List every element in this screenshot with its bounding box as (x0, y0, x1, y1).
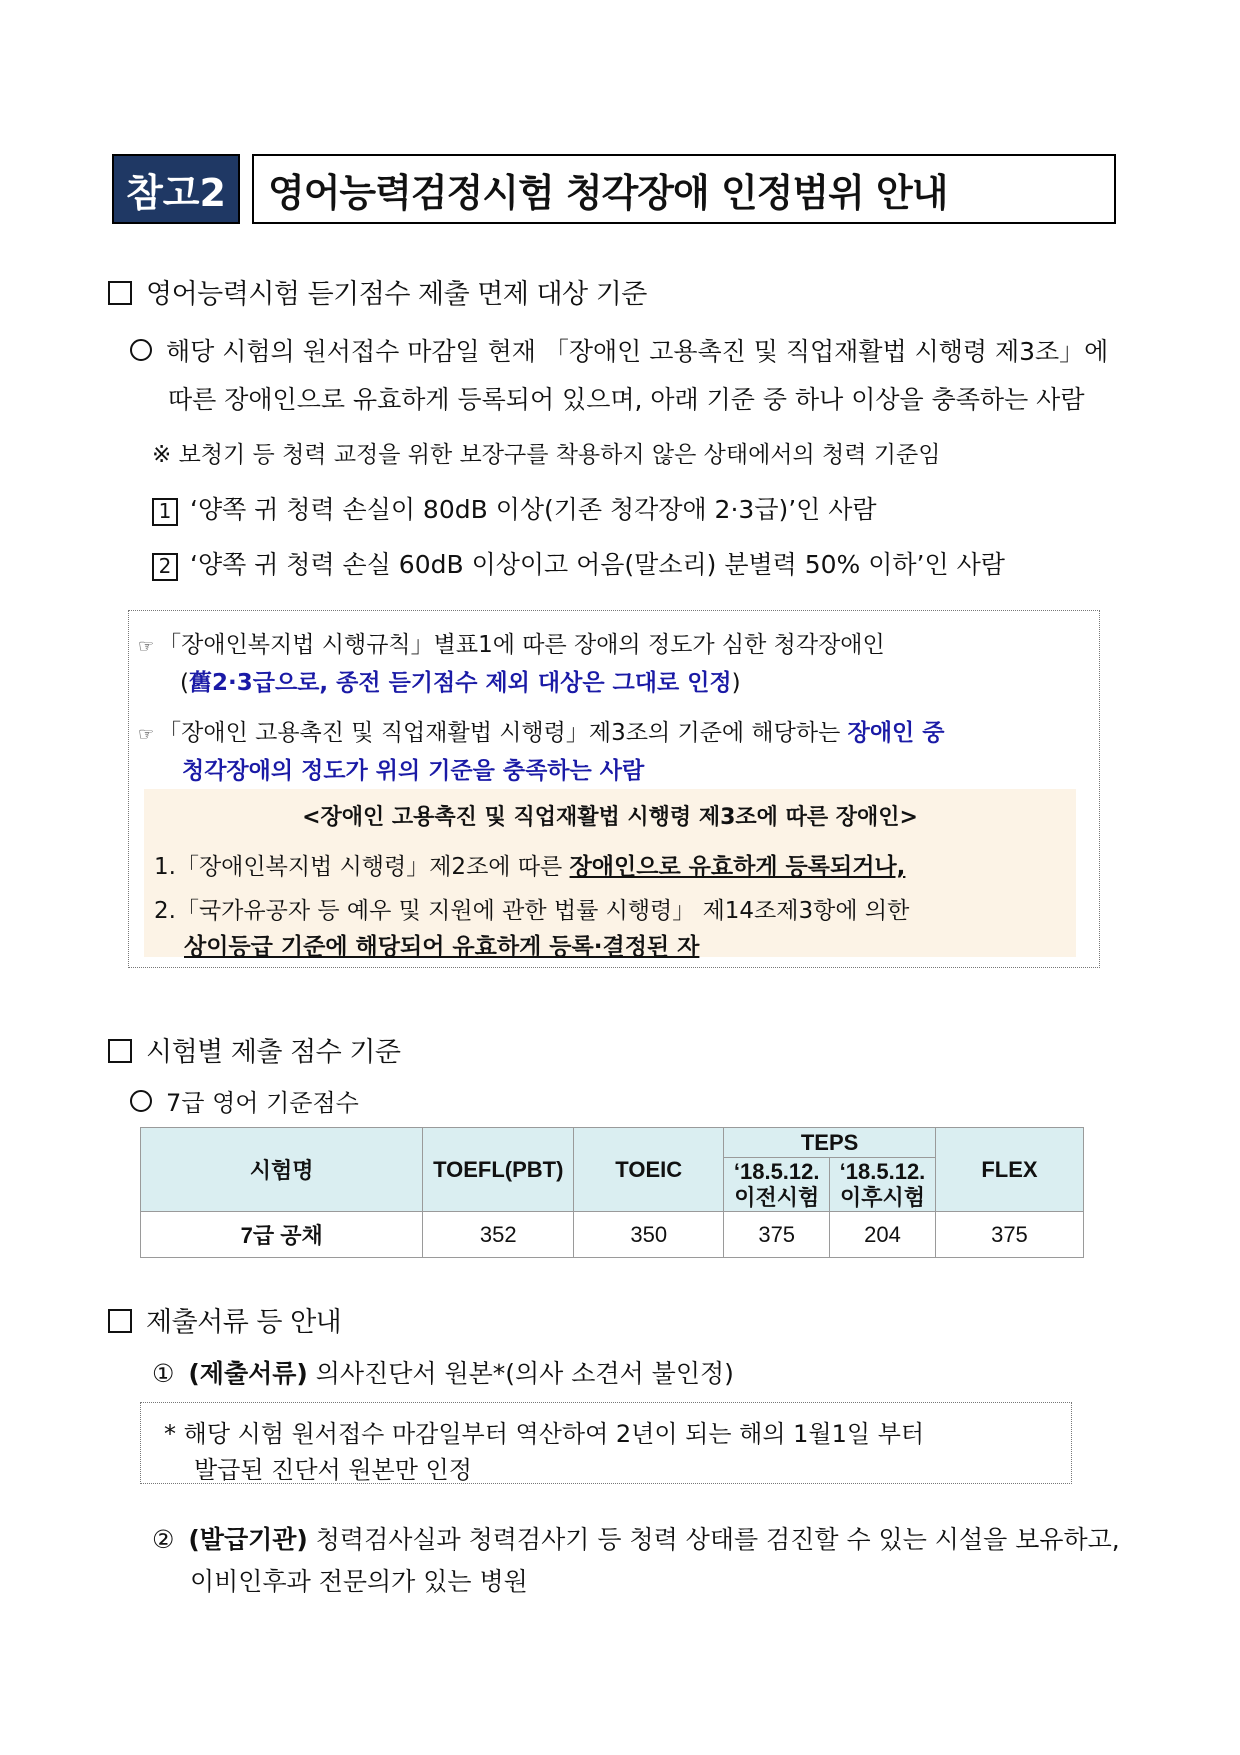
info-item-1-line-2: (舊2·3급으로, 종전 듣기점수 제외 대상은 그대로 인정) (180, 670, 741, 696)
square-bullet-icon (108, 1039, 132, 1063)
criterion-1: 1 ‘양쪽 귀 청력 손실이 80dB 이상(기존 청각장애 2·3급)’인 사람 (152, 490, 877, 526)
documents-note-line-2: 발급된 진단서 원본만 인정 (194, 1456, 472, 1484)
circle-bullet-icon (130, 339, 152, 361)
section-heading-scores: 시험별 제출 점수 기준 (108, 1030, 401, 1069)
col-toeic: TOEIC (574, 1128, 724, 1212)
score-table (140, 1127, 1084, 1258)
note-hearing-aid: ※ 보청기 등 청력 교정을 위한 보장구를 착용하지 않은 상태에서의 청력 기준임 (152, 442, 941, 468)
reference-badge: 참고2 (112, 154, 240, 224)
square-bullet-icon (108, 281, 132, 305)
number-box-icon: 2 (152, 553, 178, 581)
documents-item-1: ① (제출서류) 의사진단서 원본*(의사 소견서 불인정) (152, 1359, 734, 1388)
law-excerpt-item-2-line-1: 2.「국가유공자 등 예우 및 지원에 관한 법률 시행령」 제14조제3항에 의한 (154, 898, 910, 924)
documents-item-2-line-2: 이비인후과 전문의가 있는 병원 (190, 1567, 528, 1596)
bullet-line-1: 해당 시험의 원서접수 마감일 현재 「장애인 고용촉진 및 직업재활법 시행령 제3조」에 (130, 332, 1108, 368)
bullet-line-2: 따른 장애인으로 유효하게 등록되어 있으며, 아래 기준 중 하나 이상을 충족하는 사람 (168, 385, 1085, 414)
pointing-hand-icon: ☞ (138, 636, 155, 657)
cell-teps-before: 375 (724, 1212, 830, 1258)
documents-note-line-1: * 해당 시험 원서접수 마감일부터 역산하여 2년이 되는 해의 1월1일 부터 (164, 1420, 925, 1448)
page-title: 영어능력검정시험 청각장애 인정범위 안내 (252, 154, 1116, 224)
info-item-2-line-1: ☞ 「장애인 고용촉진 및 직업재활법 시행령」제3조의 기준에 해당하는 장애인 중 (138, 720, 945, 746)
circle-bullet-icon (130, 1090, 152, 1112)
col-teps-after: ‘18.5.12. 이후시험 (830, 1158, 936, 1212)
col-exam-name: 시험명 (141, 1128, 423, 1212)
row-label: 7급 공채 (141, 1212, 423, 1258)
section-heading-documents: 제출서류 등 안내 (108, 1300, 341, 1339)
grade-7-subheading: 7급 영어 기준점수 (130, 1083, 359, 1118)
col-flex: FLEX (935, 1128, 1083, 1212)
col-teps: TEPS (724, 1128, 936, 1158)
number-box-icon: 1 (152, 498, 178, 526)
table-row (141, 1212, 1084, 1258)
documents-item-2: ② (발급기관) 청력검사실과 청력검사기 등 청력 상태를 검진할 수 있는 시설을 보유하고, (152, 1525, 1120, 1554)
info-item-2-line-2: 청각장애의 정도가 위의 기준을 충족하는 사람 (182, 758, 645, 784)
cell-toeic: 350 (574, 1212, 724, 1258)
cell-teps-after: 204 (830, 1212, 936, 1258)
law-excerpt-item-1: 1.「장애인복지법 시행령」제2조에 따른 장애인으로 유효하게 등록되거나, (154, 854, 906, 880)
section-heading-exemption: 영어능력시험 듣기점수 제출 면제 대상 기준 (108, 272, 647, 311)
cell-toefl: 352 (423, 1212, 574, 1258)
col-teps-before: ‘18.5.12. 이전시험 (724, 1158, 830, 1212)
square-bullet-icon (108, 1309, 132, 1333)
pointing-hand-icon: ☞ (138, 724, 155, 745)
law-excerpt-item-2-line-2: 상이등급 기준에 해당되어 유효하게 등록·결정된 자 (184, 934, 700, 960)
criterion-2: 2 ‘양쪽 귀 청력 손실 60dB 이상이고 어음(말소리) 분별력 50% 이하’인 사람 (152, 545, 1005, 581)
cell-flex: 375 (935, 1212, 1083, 1258)
col-toefl: TOEFL(PBT) (423, 1128, 574, 1212)
law-excerpt-title: <장애인 고용촉진 및 직업재활법 시행령 제3조에 따른 장애인> (302, 805, 918, 830)
info-item-1-line-1: ☞ 「장애인복지법 시행규칙」별표1에 따른 장애의 정도가 심한 청각장애인 (138, 632, 885, 658)
